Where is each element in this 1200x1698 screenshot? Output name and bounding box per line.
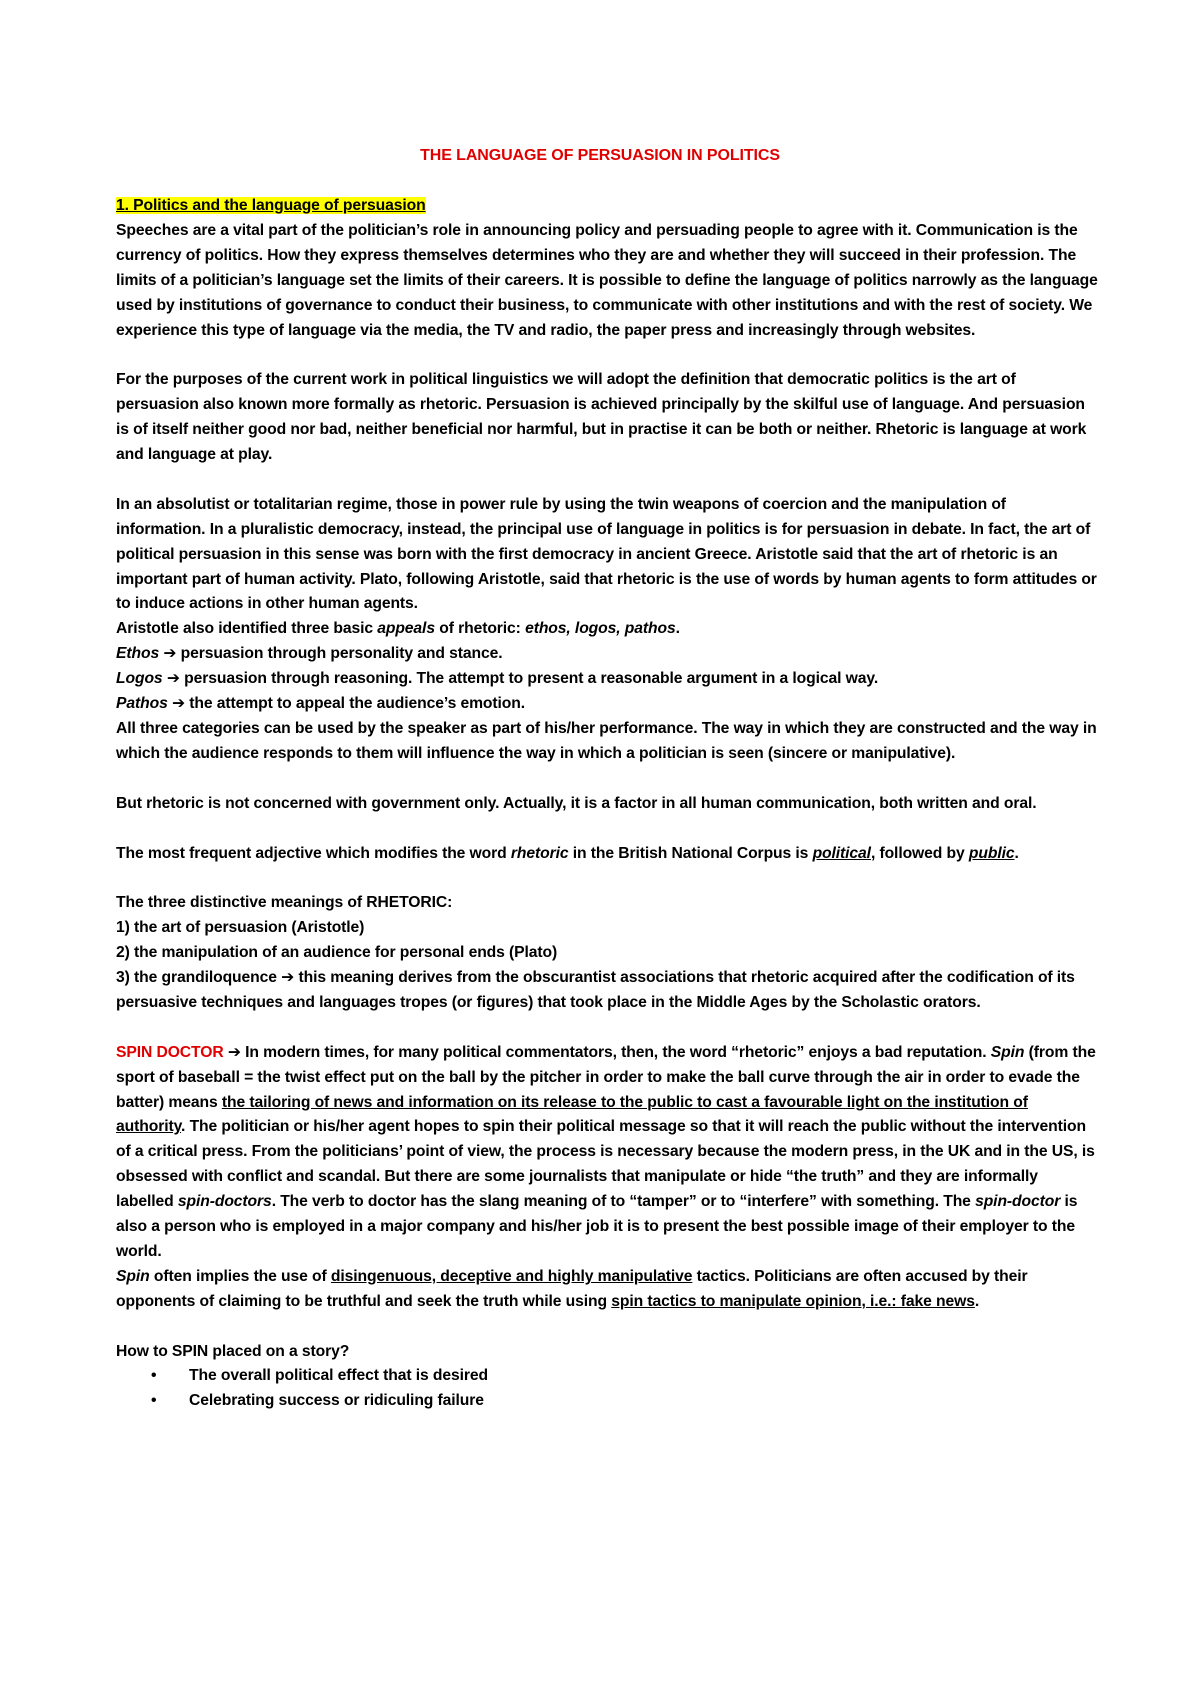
- paragraph-adjective: The most frequent adjective which modifies the word rhetoric in the British National Corpus is political, followed by public.: [116, 844, 1019, 862]
- definition-ethos: Ethos ➔ persuasion through personality and stance.: [116, 645, 503, 663]
- section-heading: 1. Politics and the language of persuasion: [116, 197, 426, 214]
- list-item: • The overall political effect that is desired: [116, 1364, 1098, 1389]
- paragraph-spin-doctor: SPIN DOCTOR ➔ In modern times, for many political commentators, then, the word “rhetoric” enjoys a bad reputation. Spin (from the sport of baseball = the twist effect put on the ball by the pitcher in order to make the ball curve through the air in order to evade the batter) means the tailoring of news and information on its release to the public to cast a favourable light on the institution of authority. The politician or his/her agent hopes to spin their political message so that it will reach the public without the intervention of a critical press. From the politicians’ point of view, the process is necessary because the modern press, in the UK and in the US, is obsessed with conflict and scandal. But there are some journalists that manipulate or hide “the truth” and they are informally labelled spin-doctors. The verb to doctor has the slang meaning of to “tamper” or to “interfere” with something. The spin-doctor is also a person who is employed in a major company and his/her job it is to present the best possible image of their employer to the world.: [116, 1043, 1096, 1260]
- arrow-icon: ➔: [171, 695, 186, 713]
- list-item: • Celebrating success or ridiculing failure: [116, 1389, 1098, 1414]
- definition-logos: Logos ➔ persuasion through reasoning. The attempt to present a reasonable argument in a logical way.: [116, 670, 879, 688]
- paragraph-speeches: Speeches are a vital part of the politician’s role in announcing policy and persuading people to agree with it. Communication is the currency of politics. How they express themselves determines who they are and whether they will succeed in their profession. The limits of a politician’s language set the limits of their careers. It is possible to define the language of politics narrowly as the language used by institutions of governance to conduct their business, to communicate with other institutions and with the rest of society. We experience this type of language via the media, the TV and radio, the paper press and increasingly through websites.: [116, 221, 1098, 339]
- bullet-icon: •: [151, 1367, 157, 1385]
- spin-doctor-label: SPIN DOCTOR: [116, 1043, 224, 1061]
- spin-bullet-list: [116, 1364, 1098, 1414]
- arrow-icon: ➔: [227, 1043, 241, 1061]
- paragraph-three-categories: All three categories can be used by the speaker as part of his/her performance. The way in which they are constructed and the way in which the audience responds to them will influence the way in which a politician is seen (sincere or manipulative).: [116, 720, 1097, 762]
- how-to-spin-heading: How to SPIN placed on a story?: [116, 1342, 350, 1360]
- definition-pathos: Pathos ➔ the attempt to appeal the audience’s emotion.: [116, 695, 526, 713]
- arrow-icon: ➔: [281, 969, 295, 987]
- paragraph-government: But rhetoric is not concerned with government only. Actually, it is a factor in all human communication, both written and oral.: [116, 794, 1037, 812]
- document-body: [116, 194, 1098, 1414]
- bullet-icon: •: [151, 1392, 157, 1410]
- arrow-icon: ➔: [166, 670, 180, 688]
- meaning-item: 2) the manipulation of an audience for personal ends (Plato): [116, 944, 558, 962]
- meanings-heading: The three distinctive meanings of RHETORIC:: [116, 894, 453, 912]
- meaning-item: 1) the art of persuasion (Aristotle): [116, 919, 365, 937]
- document-title: THE LANGUAGE OF PERSUASION IN POLITICS: [420, 147, 780, 164]
- paragraph-spin-implies: Spin often implies the use of disingenuous, deceptive and highly manipulative tactics. Politicians are often accused by their opponents of claiming to be truthful and seek the truth while using spin tactics to manipulate opinion, i.e.: fake news.: [116, 1267, 1028, 1310]
- paragraph-purposes: For the purposes of the current work in political linguistics we will adopt the definition that democratic politics is the art of persuasion also known more formally as rhetoric. Persuasion is achieved principally by the skilful use of language. And persuasion is of itself neither good nor bad, neither beneficial nor harmful, but in practise it can be both or neither. Rhetoric is language at work and language at play.: [116, 371, 1087, 464]
- arrow-icon: ➔: [163, 645, 177, 663]
- meaning-item: 3) the grandiloquence ➔ this meaning derives from the obscurantist associations that rhetoric acquired after the codification of its persuasive techniques and languages tropes (or figures) that took place in the Middle Ages by the Scholastic orators.: [116, 969, 1075, 1011]
- paragraph-absolutist: In an absolutist or totalitarian regime, those in power rule by using the twin weapons of coercion and the manipulation of information. In a pluralistic democracy, instead, the principal use of language in politics is for persuasion in debate. In fact, the art of political persuasion in this sense was born with the first democracy in ancient Greece. Aristotle said that the art of rhetoric is an important part of human activity. Plato, following Aristotle, said that rhetoric is the use of words by human agents to form attitudes or to induce actions in other human agents.: [116, 495, 1097, 613]
- paragraph-appeals: Aristotle also identified three basic appeals of rhetoric: ethos, logos, pathos.: [116, 620, 680, 638]
